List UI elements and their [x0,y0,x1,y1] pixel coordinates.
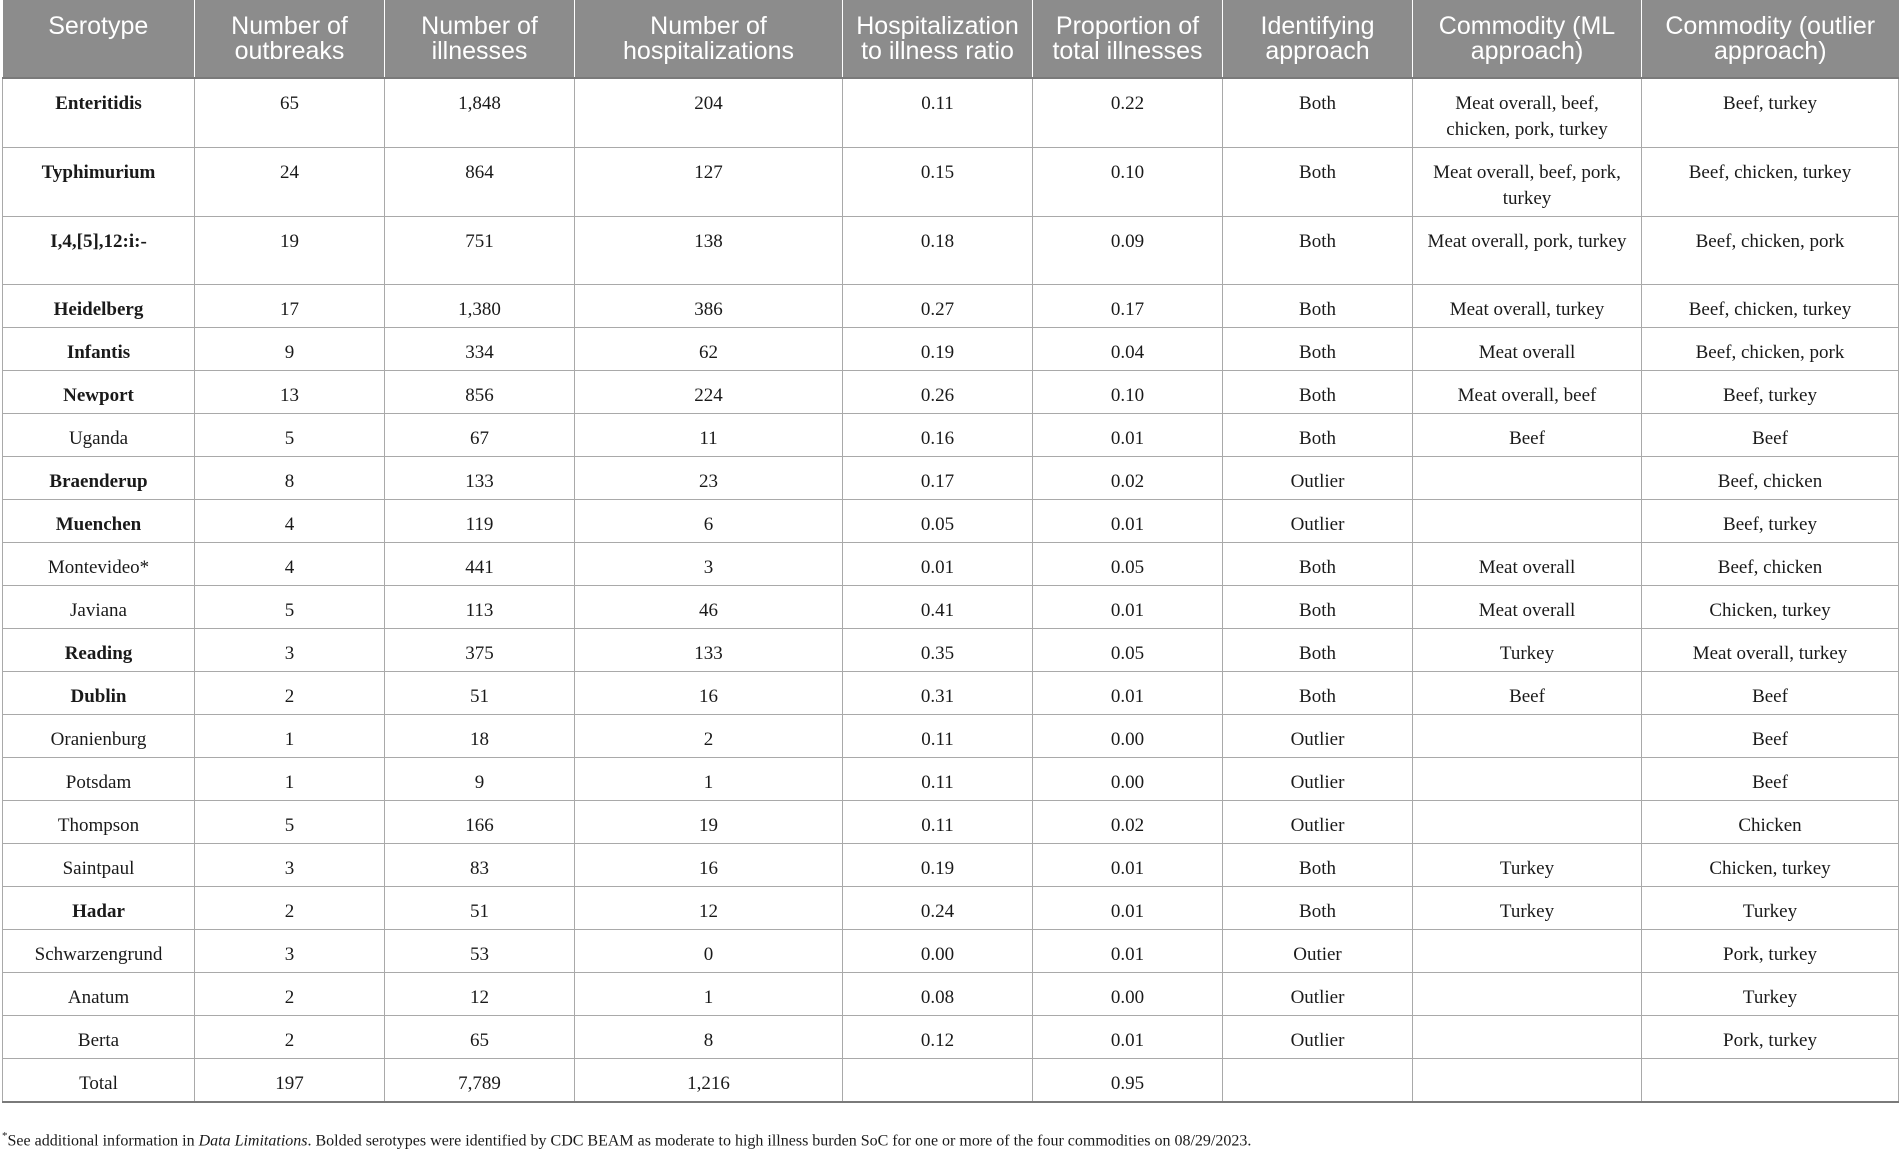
cell-ratio: 0.24 [843,887,1033,930]
cell-hospitalizations: 46 [575,586,843,629]
cell-serotype: Newport [3,371,195,414]
cell-approach: Outlier [1223,758,1413,801]
cell-commodity-outlier: Beef [1642,672,1899,715]
cell-outbreaks: 3 [195,930,385,973]
cell-approach: Both [1223,371,1413,414]
cell-commodity-ml [1413,1059,1642,1103]
cell-ratio: 0.00 [843,930,1033,973]
cell-outbreaks: 5 [195,801,385,844]
cell-illnesses: 18 [385,715,575,758]
cell-approach: Outlier [1223,457,1413,500]
cell-illnesses: 334 [385,328,575,371]
cell-approach: Both [1223,285,1413,328]
header-ratio: Hospitalization to illness ratio [843,0,1033,78]
cell-hospitalizations: 224 [575,371,843,414]
cell-approach: Outlier [1223,500,1413,543]
cell-ratio: 0.31 [843,672,1033,715]
cell-hospitalizations: 2 [575,715,843,758]
cell-commodity-outlier: Beef [1642,758,1899,801]
cell-proportion: 0.01 [1033,1016,1223,1059]
cell-outbreaks: 13 [195,371,385,414]
table-row [3,887,1899,930]
cell-outbreaks: 65 [195,78,385,148]
cell-serotype: Javiana [3,586,195,629]
header-proportion: Proportion of total illnesses [1033,0,1223,78]
cell-commodity-ml: Meat overall, beef [1413,371,1642,414]
cell-commodity-ml [1413,930,1642,973]
cell-hospitalizations: 3 [575,543,843,586]
cell-ratio: 0.26 [843,371,1033,414]
footnote-text-before: See additional information in [7,1132,199,1150]
cell-illnesses: 51 [385,672,575,715]
table-row [3,586,1899,629]
footnote [2,1130,1251,1150]
total-row [3,1059,1899,1103]
cell-proportion: 0.10 [1033,148,1223,217]
cell-outbreaks: 4 [195,543,385,586]
cell-outbreaks: 197 [195,1059,385,1103]
cell-proportion: 0.02 [1033,457,1223,500]
cell-proportion: 0.22 [1033,78,1223,148]
footnote-italic: Data Limitations [198,1132,308,1150]
cell-outbreaks: 3 [195,629,385,672]
cell-commodity-outlier: Chicken [1642,801,1899,844]
table-row [3,543,1899,586]
cell-ratio: 0.11 [843,715,1033,758]
cell-serotype: Oranienburg [3,715,195,758]
table-row [3,500,1899,543]
cell-outbreaks: 5 [195,586,385,629]
cell-commodity-outlier: Chicken, turkey [1642,844,1899,887]
cell-serotype: Dublin [3,672,195,715]
cell-commodity-ml [1413,758,1642,801]
cell-proportion: 0.01 [1033,586,1223,629]
cell-serotype: Saintpaul [3,844,195,887]
cell-serotype: Infantis [3,328,195,371]
cell-ratio: 0.41 [843,586,1033,629]
header-hospitalizations: Number of hospitalizations [575,0,843,78]
cell-approach: Both [1223,586,1413,629]
cell-hospitalizations: 12 [575,887,843,930]
cell-proportion: 0.02 [1033,801,1223,844]
table-row [3,148,1899,217]
cell-illnesses: 166 [385,801,575,844]
table-row [3,371,1899,414]
header-outbreaks: Number of outbreaks [195,0,385,78]
cell-approach: Both [1223,543,1413,586]
cell-proportion: 0.04 [1033,328,1223,371]
cell-hospitalizations: 138 [575,217,843,285]
cell-ratio: 0.05 [843,500,1033,543]
cell-approach [1223,1059,1413,1103]
cell-approach: Both [1223,217,1413,285]
table-row [3,844,1899,887]
cell-approach: Outlier [1223,801,1413,844]
cell-commodity-ml: Meat overall [1413,543,1642,586]
cell-illnesses: 751 [385,217,575,285]
cell-hospitalizations: 16 [575,844,843,887]
cell-commodity-outlier: Beef, chicken, turkey [1642,148,1899,217]
cell-illnesses: 12 [385,973,575,1016]
table-row [3,1016,1899,1059]
cell-commodity-outlier: Beef, chicken, pork [1642,217,1899,285]
cell-serotype: Typhimurium [3,148,195,217]
cell-commodity-ml: Meat overall, pork, turkey [1413,217,1642,285]
cell-approach: Both [1223,328,1413,371]
cell-approach: Outier [1223,930,1413,973]
cell-proportion: 0.09 [1033,217,1223,285]
cell-ratio: 0.16 [843,414,1033,457]
cell-illnesses: 67 [385,414,575,457]
cell-proportion: 0.00 [1033,973,1223,1016]
cell-proportion: 0.00 [1033,715,1223,758]
cell-illnesses: 119 [385,500,575,543]
cell-hospitalizations: 23 [575,457,843,500]
cell-proportion: 0.01 [1033,930,1223,973]
table-row [3,973,1899,1016]
cell-commodity-outlier: Meat overall, turkey [1642,629,1899,672]
cell-proportion: 0.05 [1033,543,1223,586]
cell-serotype: Thompson [3,801,195,844]
table-container [2,0,1898,1103]
cell-serotype: Total [3,1059,195,1103]
cell-commodity-ml: Beef [1413,414,1642,457]
cell-commodity-ml: Beef [1413,672,1642,715]
cell-illnesses: 113 [385,586,575,629]
cell-approach: Outlier [1223,973,1413,1016]
cell-ratio: 0.12 [843,1016,1033,1059]
cell-commodity-outlier: Turkey [1642,973,1899,1016]
cell-commodity-outlier: Turkey [1642,887,1899,930]
table-row [3,414,1899,457]
header-commodity-outlier: Commodity (outlier approach) [1642,0,1899,78]
cell-illnesses: 7,789 [385,1059,575,1103]
header-commodity-ml: Commodity (ML approach) [1413,0,1642,78]
cell-illnesses: 856 [385,371,575,414]
cell-commodity-ml [1413,715,1642,758]
cell-hospitalizations: 133 [575,629,843,672]
cell-ratio: 0.19 [843,844,1033,887]
cell-outbreaks: 1 [195,758,385,801]
cell-illnesses: 9 [385,758,575,801]
cell-outbreaks: 2 [195,887,385,930]
cell-proportion: 0.95 [1033,1059,1223,1103]
table-row [3,457,1899,500]
cell-commodity-ml [1413,801,1642,844]
cell-illnesses: 1,380 [385,285,575,328]
cell-proportion: 0.01 [1033,672,1223,715]
cell-ratio: 0.18 [843,217,1033,285]
table-row [3,328,1899,371]
cell-ratio: 0.08 [843,973,1033,1016]
cell-commodity-outlier: Beef [1642,715,1899,758]
cell-commodity-outlier: Beef, turkey [1642,500,1899,543]
cell-outbreaks: 17 [195,285,385,328]
header-serotype: Serotype [3,0,195,78]
cell-illnesses: 133 [385,457,575,500]
cell-outbreaks: 2 [195,1016,385,1059]
cell-hospitalizations: 1 [575,973,843,1016]
cell-proportion: 0.05 [1033,629,1223,672]
table-row [3,758,1899,801]
cell-commodity-outlier [1642,1059,1899,1103]
cell-proportion: 0.10 [1033,371,1223,414]
cell-serotype: Schwarzengrund [3,930,195,973]
cell-illnesses: 1,848 [385,78,575,148]
cell-commodity-outlier: Beef [1642,414,1899,457]
cell-ratio: 0.01 [843,543,1033,586]
cell-commodity-outlier: Beef, chicken, turkey [1642,285,1899,328]
cell-serotype: Reading [3,629,195,672]
cell-serotype: Muenchen [3,500,195,543]
cell-ratio: 0.17 [843,457,1033,500]
cell-commodity-ml: Meat overall, turkey [1413,285,1642,328]
cell-outbreaks: 2 [195,672,385,715]
cell-commodity-outlier: Beef, chicken [1642,457,1899,500]
header-row [3,0,1899,78]
cell-commodity-ml [1413,973,1642,1016]
cell-approach: Outlier [1223,1016,1413,1059]
cell-hospitalizations: 8 [575,1016,843,1059]
cell-ratio: 0.11 [843,758,1033,801]
cell-outbreaks: 4 [195,500,385,543]
cell-commodity-ml: Turkey [1413,629,1642,672]
cell-serotype: Berta [3,1016,195,1059]
header-illnesses: Number of illnesses [385,0,575,78]
cell-approach: Outlier [1223,715,1413,758]
cell-illnesses: 864 [385,148,575,217]
cell-hospitalizations: 11 [575,414,843,457]
cell-hospitalizations: 19 [575,801,843,844]
cell-approach: Both [1223,629,1413,672]
cell-ratio: 0.15 [843,148,1033,217]
cell-hospitalizations: 386 [575,285,843,328]
table-row [3,672,1899,715]
table-row [3,930,1899,973]
cell-proportion: 0.01 [1033,414,1223,457]
cell-commodity-ml [1413,457,1642,500]
cell-serotype: Braenderup [3,457,195,500]
cell-outbreaks: 1 [195,715,385,758]
cell-hospitalizations: 6 [575,500,843,543]
cell-serotype: Hadar [3,887,195,930]
cell-commodity-outlier: Beef, chicken [1642,543,1899,586]
cell-proportion: 0.01 [1033,500,1223,543]
cell-serotype: Anatum [3,973,195,1016]
cell-ratio: 0.35 [843,629,1033,672]
table-row [3,285,1899,328]
cell-commodity-ml [1413,500,1642,543]
table-body [3,78,1899,1102]
cell-proportion: 0.01 [1033,844,1223,887]
cell-illnesses: 65 [385,1016,575,1059]
cell-hospitalizations: 127 [575,148,843,217]
cell-hospitalizations: 16 [575,672,843,715]
cell-illnesses: 53 [385,930,575,973]
table-row [3,629,1899,672]
cell-approach: Both [1223,844,1413,887]
cell-approach: Both [1223,887,1413,930]
header-approach: Identifying approach [1223,0,1413,78]
cell-serotype: Uganda [3,414,195,457]
cell-hospitalizations: 0 [575,930,843,973]
cell-hospitalizations: 1 [575,758,843,801]
table-row [3,715,1899,758]
cell-approach: Both [1223,672,1413,715]
cell-commodity-outlier: Pork, turkey [1642,1016,1899,1059]
cell-proportion: 0.00 [1033,758,1223,801]
cell-serotype: Potsdam [3,758,195,801]
serotype-table [2,0,1899,1103]
table-row [3,801,1899,844]
cell-approach: Both [1223,414,1413,457]
cell-commodity-outlier: Beef, chicken, pork [1642,328,1899,371]
cell-outbreaks: 24 [195,148,385,217]
cell-commodity-ml: Meat overall [1413,328,1642,371]
cell-serotype: Heidelberg [3,285,195,328]
cell-commodity-outlier: Beef, turkey [1642,78,1899,148]
cell-illnesses: 441 [385,543,575,586]
cell-outbreaks: 2 [195,973,385,1016]
cell-serotype: Montevideo* [3,543,195,586]
cell-ratio: 0.11 [843,801,1033,844]
cell-commodity-outlier: Beef, turkey [1642,371,1899,414]
cell-approach: Both [1223,148,1413,217]
cell-proportion: 0.17 [1033,285,1223,328]
cell-commodity-ml: Turkey [1413,844,1642,887]
cell-ratio: 0.27 [843,285,1033,328]
cell-outbreaks: 5 [195,414,385,457]
cell-hospitalizations: 62 [575,328,843,371]
footnote-marker: * [2,1130,8,1142]
cell-commodity-ml: Meat overall, beef, pork, turkey [1413,148,1642,217]
cell-approach: Both [1223,78,1413,148]
cell-illnesses: 51 [385,887,575,930]
cell-proportion: 0.01 [1033,887,1223,930]
cell-hospitalizations: 204 [575,78,843,148]
cell-ratio: 0.19 [843,328,1033,371]
cell-commodity-ml: Meat overall [1413,586,1642,629]
cell-commodity-outlier: Chicken, turkey [1642,586,1899,629]
cell-hospitalizations: 1,216 [575,1059,843,1103]
cell-serotype: I,4,[5],12:i:- [3,217,195,285]
cell-outbreaks: 3 [195,844,385,887]
cell-commodity-ml: Meat overall, beef, chicken, pork, turkey [1413,78,1642,148]
cell-outbreaks: 19 [195,217,385,285]
cell-commodity-ml: Turkey [1413,887,1642,930]
footnote-text-after: . Bolded serotypes were identified by CDC BEAM as moderate to high illness burden SoC for one or more of the four commodities on 08/29/2023. [307,1132,1252,1150]
cell-ratio [843,1059,1033,1103]
cell-serotype: Enteritidis [3,78,195,148]
cell-illnesses: 375 [385,629,575,672]
cell-illnesses: 83 [385,844,575,887]
table-row [3,78,1899,148]
cell-outbreaks: 8 [195,457,385,500]
cell-commodity-outlier: Pork, turkey [1642,930,1899,973]
cell-ratio: 0.11 [843,78,1033,148]
cell-outbreaks: 9 [195,328,385,371]
table-row [3,217,1899,285]
cell-commodity-ml [1413,1016,1642,1059]
